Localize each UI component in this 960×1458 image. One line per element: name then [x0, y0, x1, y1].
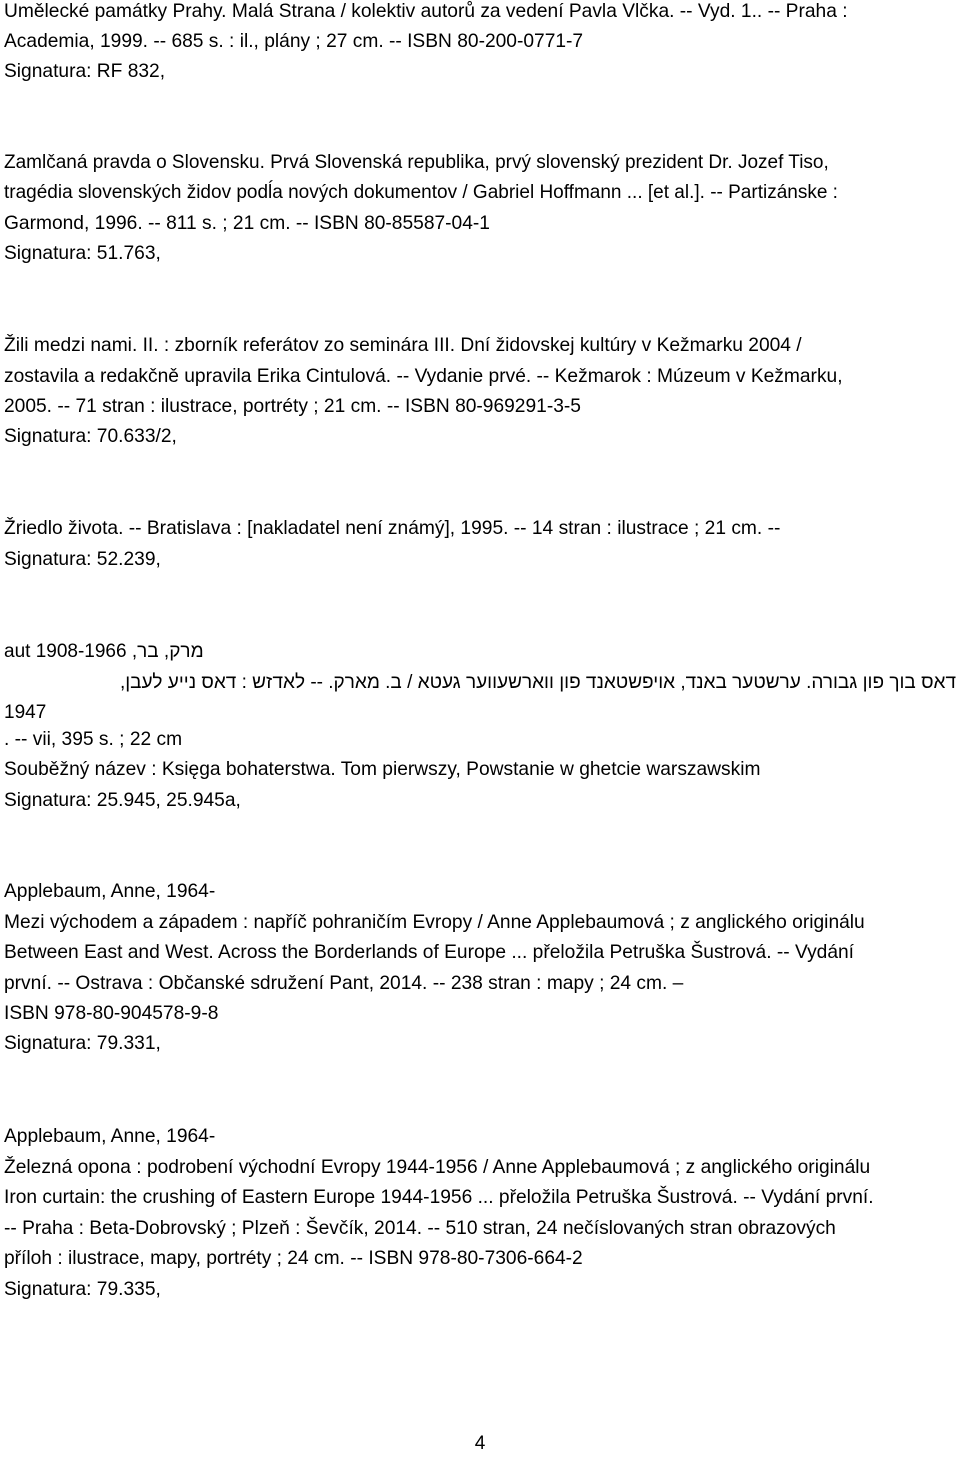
entry-5-year: 1947: [4, 702, 47, 723]
entry-3-line-2: zostavila a redakčně upravila Erika Cintulová. -- Vydanie prvé. -- Kežmarok : Múzeum v Kežmarku,: [4, 366, 843, 387]
entry-3-line-1: Žili medzi nami. II. : zborník referátov zo seminára III. Dní židovskej kultúry v Kežmarku 2004 /: [4, 335, 802, 356]
entry-7-signatura: Signatura: 79.335,: [4, 1279, 161, 1300]
entry-6-author: Applebaum, Anne, 1964-: [4, 881, 216, 902]
entry-5-author: מרק, בר, 1908-1966 aut: [4, 641, 204, 662]
entry-6-signatura: Signatura: 79.331,: [4, 1033, 161, 1054]
entry-1-line-2: Academia, 1999. -- 685 s. : il., plány ; 27 cm. -- ISBN 80-200-0771-7: [4, 31, 584, 52]
entry-5-parallel-title: Souběžný název : Księga bohaterstwa. Tom pierwszy, Powstanie w ghetcie warszawskim: [4, 759, 761, 780]
entry-6-line-1: Mezi východem a západem : napříč pohraničím Evropy / Anne Applebaumová ; z anglického originálu: [4, 912, 865, 933]
entry-4-signatura: Signatura: 52.239,: [4, 549, 161, 570]
entry-2-line-3: Garmond, 1996. -- 811 s. ; 21 cm. -- ISBN 80-85587-04-1: [4, 213, 490, 234]
entry-3-line-3: 2005. -- 71 stran : ilustrace, portréty ; 21 cm. -- ISBN 80-969291-3-5: [4, 396, 581, 417]
entry-7-line-2: Iron curtain: the crushing of Eastern Europe 1944-1956 ... přeložila Petruška Šustrová. -- Vydání první.: [4, 1187, 874, 1208]
entry-5-signatura: Signatura: 25.945, 25.945a,: [4, 790, 241, 811]
entry-1-line-1: Umělecké památky Prahy. Malá Strana / kolektiv autorů za vedení Pavla Vlčka. -- Vyd. 1.. -- Praha :: [4, 1, 848, 22]
entry-6-line-2: Between East and West. Across the Borderlands of Europe ... přeložila Petruška Šustrová. -- Vydání: [4, 942, 855, 963]
entry-2-line-2: tragédia slovenských židov podĺa nových dokumentov / Gabriel Hoffmann ... [et al.]. -- Partizánske :: [4, 182, 838, 203]
entry-6-line-3: první. -- Ostrava : Občanské sdružení Pant, 2014. -- 238 stran : mapy ; 24 cm. –: [4, 973, 684, 994]
entry-7-author: Applebaum, Anne, 1964-: [4, 1126, 216, 1147]
entry-5-line-1: . -- vii, 395 s. ; 22 cm: [4, 729, 183, 750]
entry-4-line-1: Žriedlo života. -- Bratislava : [nakladatel není známý], 1995. -- 14 stran : ilustrace ; 21 cm. --: [4, 518, 781, 539]
entry-5-hebrew-title: דאס בוך פון גבורה. ערשטער באנד, אויפשטאנד פון ווארשעווער געטא / ב. מארק. -- לאדזש : דאס נייע לעבן,: [119, 672, 956, 693]
entry-6-isbn: ISBN 978-80-904578-9-8: [4, 1003, 219, 1024]
entry-2-signatura: Signatura: 51.763,: [4, 243, 161, 264]
entry-7-line-3: -- Praha : Beta-Dobrovský ; Plzeň : Ševčík, 2014. -- 510 stran, 24 nečíslovaných stran obrazových: [4, 1218, 836, 1239]
entry-7-line-4: příloh : ilustrace, mapy, portréty ; 24 cm. -- ISBN 978-80-7306-664-2: [4, 1248, 583, 1269]
entry-7-line-1: Železná opona : podrobení východní Evropy 1944-1956 / Anne Applebaumová ; z anglického originálu: [4, 1157, 871, 1178]
entry-3-signatura: Signatura: 70.633/2,: [4, 426, 177, 447]
page-number: 4: [474, 1433, 486, 1454]
entry-2-line-1: Zamlčaná pravda o Slovensku. Prvá Slovenská republika, prvý slovenský prezident Dr. Jozef Tiso,: [4, 152, 829, 173]
entry-1-signatura: Signatura: RF 832,: [4, 61, 166, 82]
